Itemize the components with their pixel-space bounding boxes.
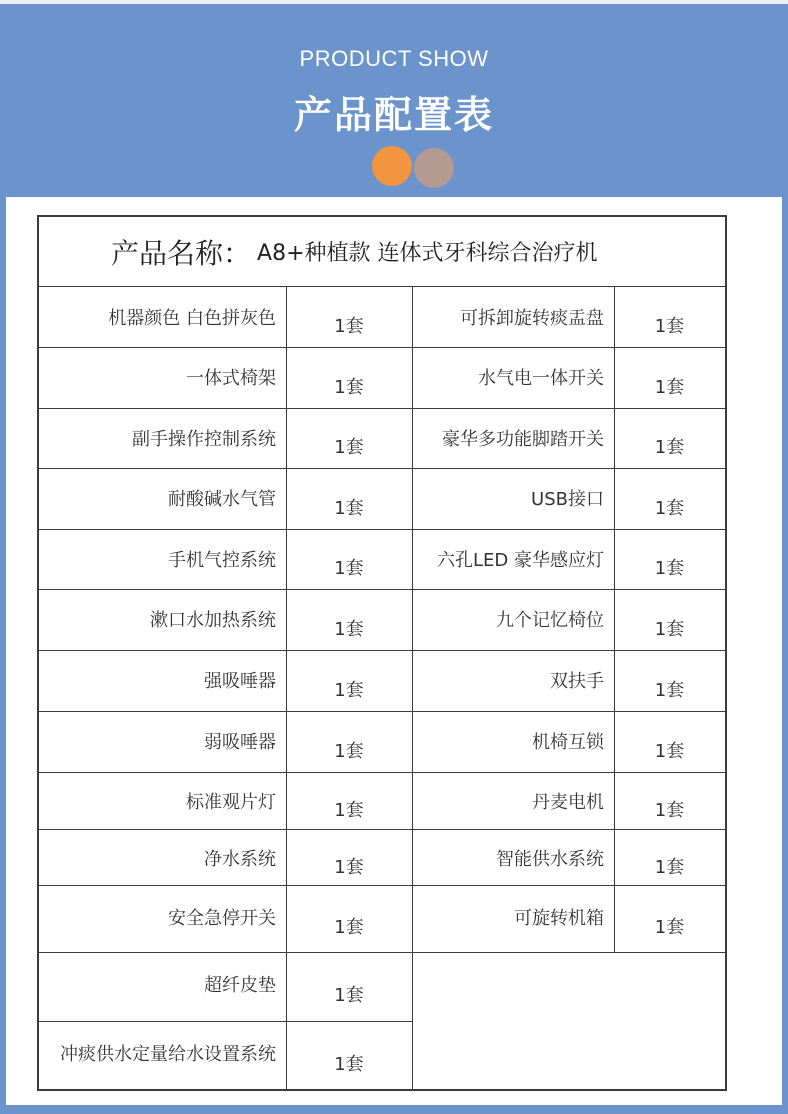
item-qty: 1套	[334, 497, 364, 519]
item-qty: 1套	[334, 316, 364, 338]
item-qty: 1套	[654, 856, 685, 878]
grid-hline	[39, 711, 725, 712]
item-name: 可旋转机箱	[514, 907, 604, 929]
grid-hline	[39, 772, 725, 773]
item-name: 冲痰供水定量给水设置系统	[60, 1044, 276, 1066]
item-name: 耐酸碱水气管	[168, 489, 276, 511]
item-qty: 1套	[654, 437, 685, 459]
product-name-row	[39, 217, 725, 287]
orange-dot-icon	[372, 146, 412, 186]
item-name: 机椅互锁	[532, 732, 604, 754]
item-qty: 1套	[654, 316, 685, 338]
item-name: 六孔LED 豪华感应灯	[437, 549, 604, 571]
item-qty: 1套	[334, 558, 364, 580]
item-qty: 1套	[334, 856, 364, 878]
grid-hline	[39, 408, 725, 409]
decorative-dots	[372, 146, 456, 186]
product-name-value: A8+种植款 连体式牙科综合治疗机	[257, 241, 598, 266]
item-qty: 1套	[334, 376, 364, 398]
item-name: 净水系统	[204, 848, 276, 870]
top-divider	[0, 0, 788, 4]
item-name: 可拆卸旋转痰盂盘	[460, 307, 604, 329]
item-name: 副手操作控制系统	[132, 428, 276, 450]
grid-hline	[39, 347, 725, 348]
header-band	[0, 0, 788, 197]
grid-hline	[39, 1021, 412, 1022]
item-qty: 1套	[654, 917, 685, 939]
grid-hline	[39, 529, 725, 530]
item-name: 水气电一体开关	[478, 368, 604, 390]
grid-hline	[39, 468, 725, 469]
item-qty: 1套	[334, 618, 364, 640]
item-name: 一体式椅架	[186, 368, 276, 390]
item-name: 漱口水加热系统	[150, 610, 276, 632]
item-qty: 1套	[654, 376, 685, 398]
taupe-dot-icon	[414, 148, 454, 188]
grid-hline	[39, 650, 725, 651]
item-qty: 1套	[334, 679, 364, 701]
item-qty: 1套	[654, 618, 685, 640]
item-qty: 1套	[334, 917, 364, 939]
item-name: 强吸唾器	[204, 671, 276, 693]
item-name: 双扶手	[550, 671, 604, 693]
item-qty: 1套	[654, 558, 685, 580]
item-qty: 1套	[334, 437, 364, 459]
item-name: 标准观片灯	[186, 791, 276, 813]
item-qty: 1套	[334, 984, 364, 1006]
item-name: 豪华多功能脚踏开关	[442, 428, 604, 450]
config-table	[37, 215, 727, 1091]
item-qty: 1套	[654, 679, 685, 701]
content-sheet	[6, 197, 782, 1105]
item-name: 丹麦电机	[532, 791, 604, 813]
grid-hline	[39, 952, 725, 953]
item-qty: 1套	[334, 799, 364, 821]
product-name-label: 产品名称：	[111, 236, 252, 270]
item-qty: 1套	[654, 740, 685, 762]
item-qty: 1套	[654, 799, 685, 821]
item-name: 手机气控系统	[168, 549, 276, 571]
item-qty: 1套	[654, 497, 685, 519]
grid-hline	[39, 885, 725, 886]
item-name: 机器颜色 白色拼灰色	[108, 307, 276, 329]
section-subtitle: PRODUCT SHOW	[299, 46, 489, 71]
item-name: USB接口	[531, 489, 604, 511]
item-name: 弱吸唾器	[204, 732, 276, 754]
item-name: 超纤皮垫	[204, 975, 276, 997]
grid-hline	[39, 829, 725, 830]
item-name: 智能供水系统	[496, 848, 604, 870]
item-qty: 1套	[334, 1053, 364, 1075]
grid-hline	[39, 589, 725, 590]
item-qty: 1套	[334, 740, 364, 762]
item-name: 安全急停开关	[168, 907, 276, 929]
section-title: 产品配置表	[293, 93, 494, 137]
item-name: 九个记忆椅位	[496, 610, 604, 632]
